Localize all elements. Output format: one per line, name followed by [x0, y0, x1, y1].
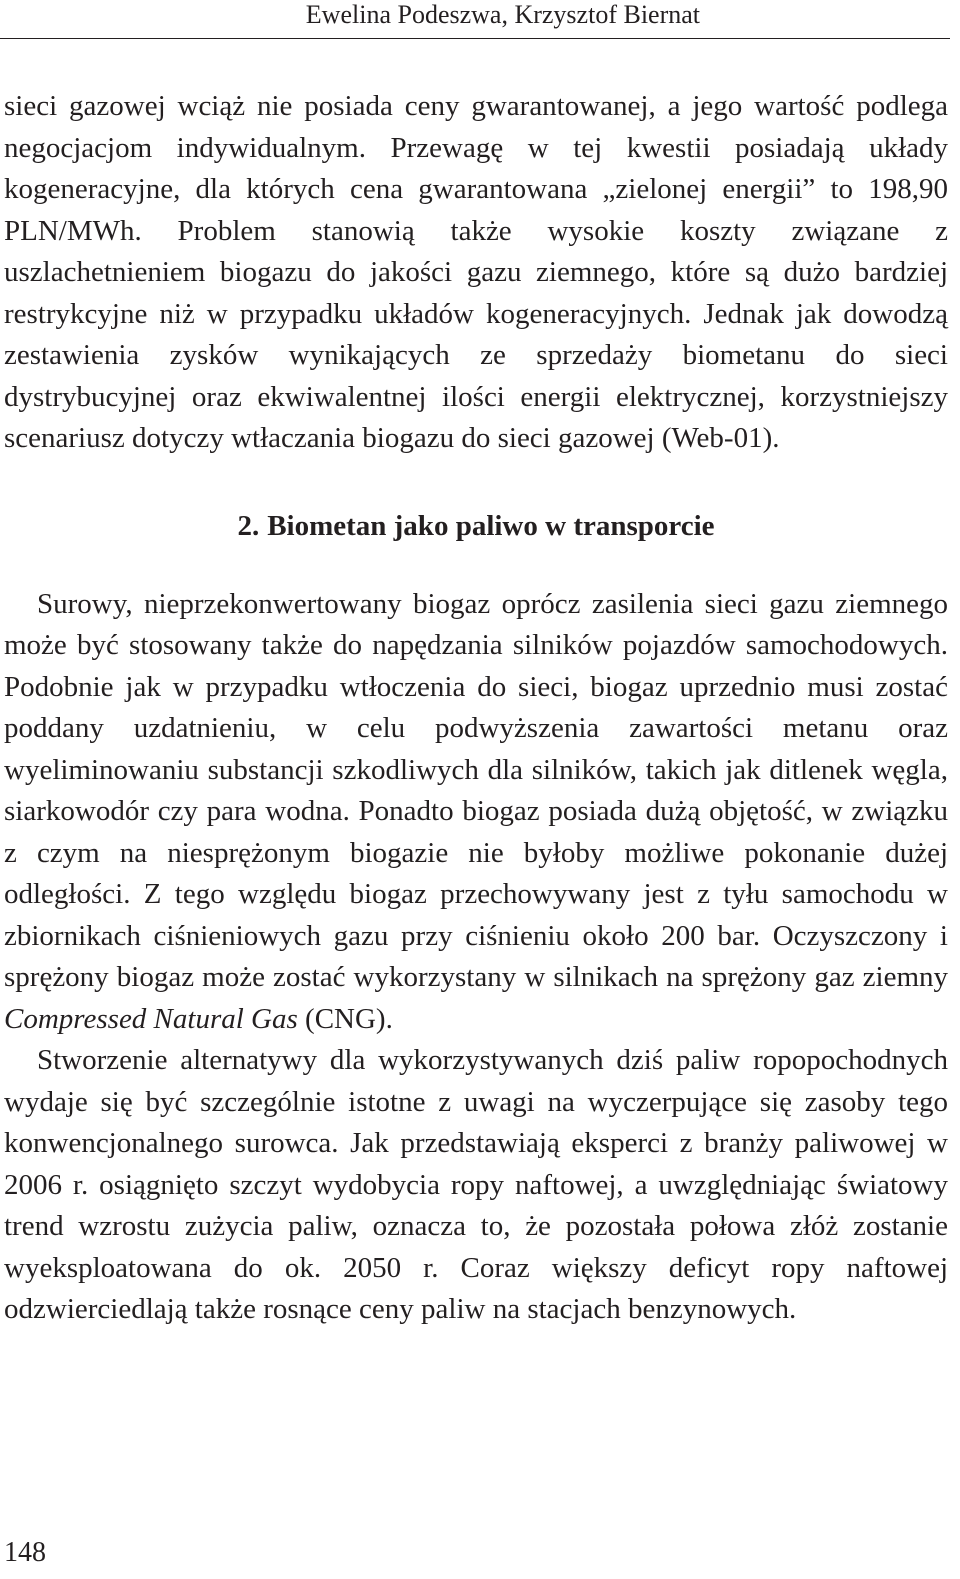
section-title: Biometan jako paliwo w transporcie [267, 509, 715, 542]
section-heading [4, 460, 948, 584]
page-number: 148 [4, 1537, 46, 1568]
paragraph-continued: sieci gazowej wciąż nie posiada ceny gwarantowanej, a jego wartość podlega negocjacjom indywidualnym. Przewagę w tej kwestii posiadają układy kogeneracyjne, dla których cena gwarantowana „zielonej energii” to 198,90 PLN/MWh. Problem stanowią także wysokie koszty związane z uszlachetnieniem biogazu do jakości gazu ziemnego, które są dużo bardziej restrykcyjne niż w przypadku układów kogeneracyjnych. Jednak jak dowodzą zestawienia zysków wynikających ze sprzedaży biometanu do sieci dystrybucyjnej oraz ekwiwalentnej ilości energii elektrycznej, korzystniejszy scenariusz dotyczy wtłaczania biogazu do sieci gazowej (Web-01). [4, 90, 948, 454]
page-body [4, 86, 948, 1331]
italic-term: Compressed Natural Gas [4, 1002, 298, 1035]
running-header [0, 0, 950, 39]
paragraph-oil-alternatives: Stworzenie alternatywy dla wykorzystywanych dziś paliw ropopochodnych wydaje się być szczególnie istotne z uwagi na wyczerpujące się zasoby tego konwencjonalnego surowca. Jak przedstawiają eksperci z branży paliwowej w 2006 r. osiągnięto szczyt wydobycia ropy naftowej, a uwzględniając światowy trend wzrostu zużycia paliw, oznacza to, że pozostała połowa złóż zostanie wyeksploatowana do ok. 2050 r. Coraz większy deficyt ropy naftowej odzwierciedlają także rosnące ceny paliw na stacjach benzynowych. [4, 1044, 948, 1325]
section-number: 2. [237, 509, 260, 542]
paragraph-text-end: (CNG). [297, 1002, 393, 1035]
paragraph-biogas-vehicles [4, 584, 948, 1041]
paragraph-text: Surowy, nieprzekonwertowany biogaz oprócz zasilenia sieci gazu ziemnego może być stosowany także do napędzania silników pojazdów samochodowych. Podobnie jak w przypadku wtłoczenia do sieci, biogaz uprzednio musi zostać poddany uzdatnieniu, w celu podwyższenia zawartości metanu oraz wyeliminowaniu substancji szkodliwych dla silników, takich jak ditlenek węgla, siarkowodór czy para wodna. Ponadto biogaz posiada dużą objętość, w związku z czym na niesprężonym biogazie nie byłoby możliwe pokonanie dużej odległości. Z tego względu biogaz przechowywany jest z tyłu samochodu w zbiornikach ciśnieniowych gazu przy ciśnieniu około 200 bar. Oczyszczony i sprężony biogaz może zostać wykorzystany w silnikach na sprężony gaz ziemny [4, 587, 948, 993]
running-header-authors: Ewelina Podeszwa, Krzysztof Biernat [305, 0, 700, 29]
